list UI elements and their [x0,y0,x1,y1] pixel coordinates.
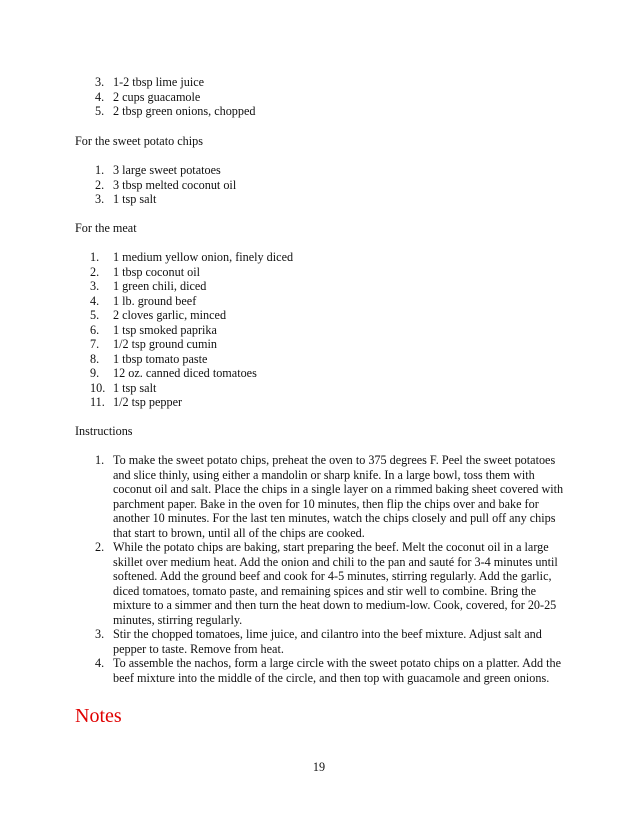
list-item-text: 1/2 tsp ground cumin [113,337,217,351]
list-item [95,178,575,193]
step-number: 3. [95,627,105,641]
list-item-text: 3 large sweet potatoes [113,163,221,177]
meat-ingredient-list [90,250,570,410]
list-item [95,90,575,105]
list-item-text: 1/2 tsp pepper [113,395,183,409]
list-item [90,395,570,410]
step-text: To assemble the nachos, form a large circle with the sweet potato chips on a platter. Add the beef mixture into the middle of the circle, and then top with guacamole and green onions. [113,656,562,685]
list-item-text: 12 oz. canned diced tomatoes [113,366,257,380]
page-number: 19 [312,760,326,774]
list-item-text: 1 lb. ground beef [113,293,197,308]
list-item [95,104,575,119]
instructions-list [95,453,570,685]
list-number: 3. [90,279,100,293]
list-item-text: 2 cups guacamole [113,89,201,104]
list-item [90,366,570,381]
chips-ingredient-list [95,163,575,207]
list-item-text: 1 tsp salt [113,192,157,206]
instruction-step [95,627,570,656]
notes-heading: Notes [75,705,122,727]
list-item [90,323,570,338]
list-number: 9. [90,366,100,380]
chips-subheading: For the sweet potato chips [75,134,203,148]
list-item [90,308,570,323]
step-text: To make the sweet potato chips, preheat the oven to 375 degrees F. Peel the sweet potatoes and slice thinly, using either a mandolin or sharp knife. In a large bowl, toss them with coconut oil and salt. Place the chips in a single layer on a rimmed baking sheet covered with parchment paper. Bake in the oven for 10 minutes, then flip the chips over and bake for another 10 minutes. For the last ten minutes, watch the chips closely and pull off any chips that start to brown, until all of the chips are cooked. [113,453,564,540]
list-number: 11. [90,395,105,409]
step-number: 1. [95,453,105,467]
list-item-text: 2 cloves garlic, minced [113,308,227,322]
list-item-text: 1 tbsp tomato paste [113,351,208,366]
list-item [95,163,575,178]
list-item [90,279,570,294]
list-item-text: 3 tbsp melted coconut oil [113,177,237,192]
meat-subheading: For the meat [75,221,137,235]
list-item [90,294,570,309]
list-item-text: 1 tsp smoked paprika [113,322,217,337]
list-item [90,352,570,367]
list-number: 4. [90,293,100,308]
list-number: 7. [90,337,100,351]
list-number: 2. [90,264,100,279]
ingredient-list-continued [95,75,575,119]
list-item [90,265,570,280]
instructions-subheading: Instructions [75,424,133,438]
list-number: 5. [95,104,105,118]
list-number: 10. [90,380,106,395]
list-number: 3. [95,192,105,206]
list-number: 1. [95,163,105,177]
step-number: 4. [95,656,105,670]
list-item-text: 1-2 tbsp lime juice [113,75,205,89]
list-item-text: 2 tbsp green onions, chopped [113,104,256,118]
instruction-step [95,540,570,627]
list-item-text: 1 green chili, diced [113,279,207,293]
step-text: While the potato chips are baking, start preparing the beef. Melt the coconut oil in a large skillet over medium heat. Add the onion and chili to the pan and sauté for 3-4 minutes until softened. Add the ground beef and cook for 4-5 minutes, stirring regularly. Add the garlic, diced tomatoes, tomato paste, and remaining spices and stir well to combine. Bring the mixture to a simmer and then turn the heat down to medium-low. Cook, covered, for 20-25 minutes, stirring regularly. [113,540,558,627]
list-item-text: 1 medium yellow onion, finely diced [113,250,294,264]
list-item [95,75,575,90]
step-text: Stir the chopped tomatoes, lime juice, and cilantro into the beef mixture. Adjust salt and pepper to taste. Remove from heat. [113,627,542,656]
step-number: 2. [95,540,105,554]
instruction-step [95,453,570,540]
list-number: 5. [90,308,100,322]
list-number: 8. [90,351,100,366]
list-number: 6. [90,322,100,337]
list-item [90,337,570,352]
list-number: 3. [95,75,105,89]
list-item [90,381,570,396]
list-number: 1. [90,250,100,264]
list-item [95,192,575,207]
list-item-text: 1 tsp salt [113,380,157,395]
list-item-text: 1 tbsp coconut oil [113,264,200,279]
instruction-step [95,656,570,685]
list-number: 4. [95,89,105,104]
list-number: 2. [95,177,105,192]
list-item [90,250,570,265]
